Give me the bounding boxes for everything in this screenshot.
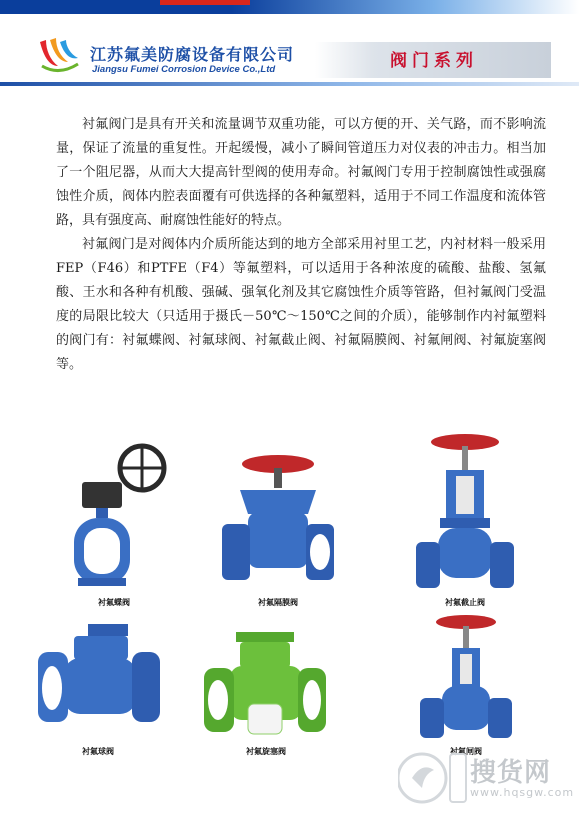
top-red-accent [160,0,250,5]
caption-plug-valve: 衬氟旋塞阀 [246,747,286,756]
caption-ball-valve: 衬氟球阀 [82,747,114,756]
caption-globe-valve: 衬氟截止阀 [445,598,485,607]
fumei-logo-icon [36,36,82,76]
top-color-bar [0,0,579,14]
watermark-url: www.hqsgw.com [470,786,575,799]
butterfly-valve-icon [72,438,182,588]
ball-valve-icon [34,622,164,734]
watermark-brand: 搜货网 [470,758,552,788]
company-name-en: Jiangsu Fumei Corrosion Device Co.,Ltd [92,64,276,75]
intro-paragraph-1: 衬氟阀门是具有开关和流量调节双重功能，可以方便的开、关气路，而不影响流量，保证了流量的重复性。开起缓慢，减小了瞬间管道压力对仪表的冲击力。相当加了一个阻尼器，从而大大提高针型阀的使用寿命。衬氟阀门专用于控制腐蚀性或强腐蚀性介质，阀体内腔表面覆有可供选择的各种氟塑料，适用于不同工作温度和流体管路，具有强度高、耐腐蚀性能好的特点。 [56,117,546,228]
globe-valve-icon [412,432,518,600]
plug-valve-icon [200,628,330,738]
intro-paragraph-2: 衬氟阀门是对阀体内介质所能达到的地方全部采用衬里工艺，内衬材料一般采用FEP（F46）和PTFE（F4）等氟塑料，可以适用于各种浓度的硫酸、盐酸、氢氟酸、王水和各种有机酸、强碱、强氧化剂及其它腐蚀性介质等管路，但衬氟阀门受温度的局限比较大（只适用于摄氏－50℃～150℃之间的介质），能够制作内衬氟塑料的阀门有：衬氟蝶阀、衬氟球阀、衬氟截止阀、衬氟隔膜阀、衬氟闸阀、衬氟旋塞阀等。 [56,237,546,372]
section-title: 阀门系列 [390,51,478,71]
caption-butterfly-valve: 衬氟蝶阀 [98,598,130,607]
diaphragm-valve-icon [218,450,338,590]
intro-text [56,113,546,377]
caption-diaphragm-valve: 衬氟隔膜阀 [258,598,298,607]
caption-gate-valve: 衬氟闸阀 [450,747,482,756]
gate-valve-icon [416,612,516,744]
header-underline [0,82,579,86]
company-name-cn: 江苏氟美防腐设备有限公司 [90,45,295,64]
